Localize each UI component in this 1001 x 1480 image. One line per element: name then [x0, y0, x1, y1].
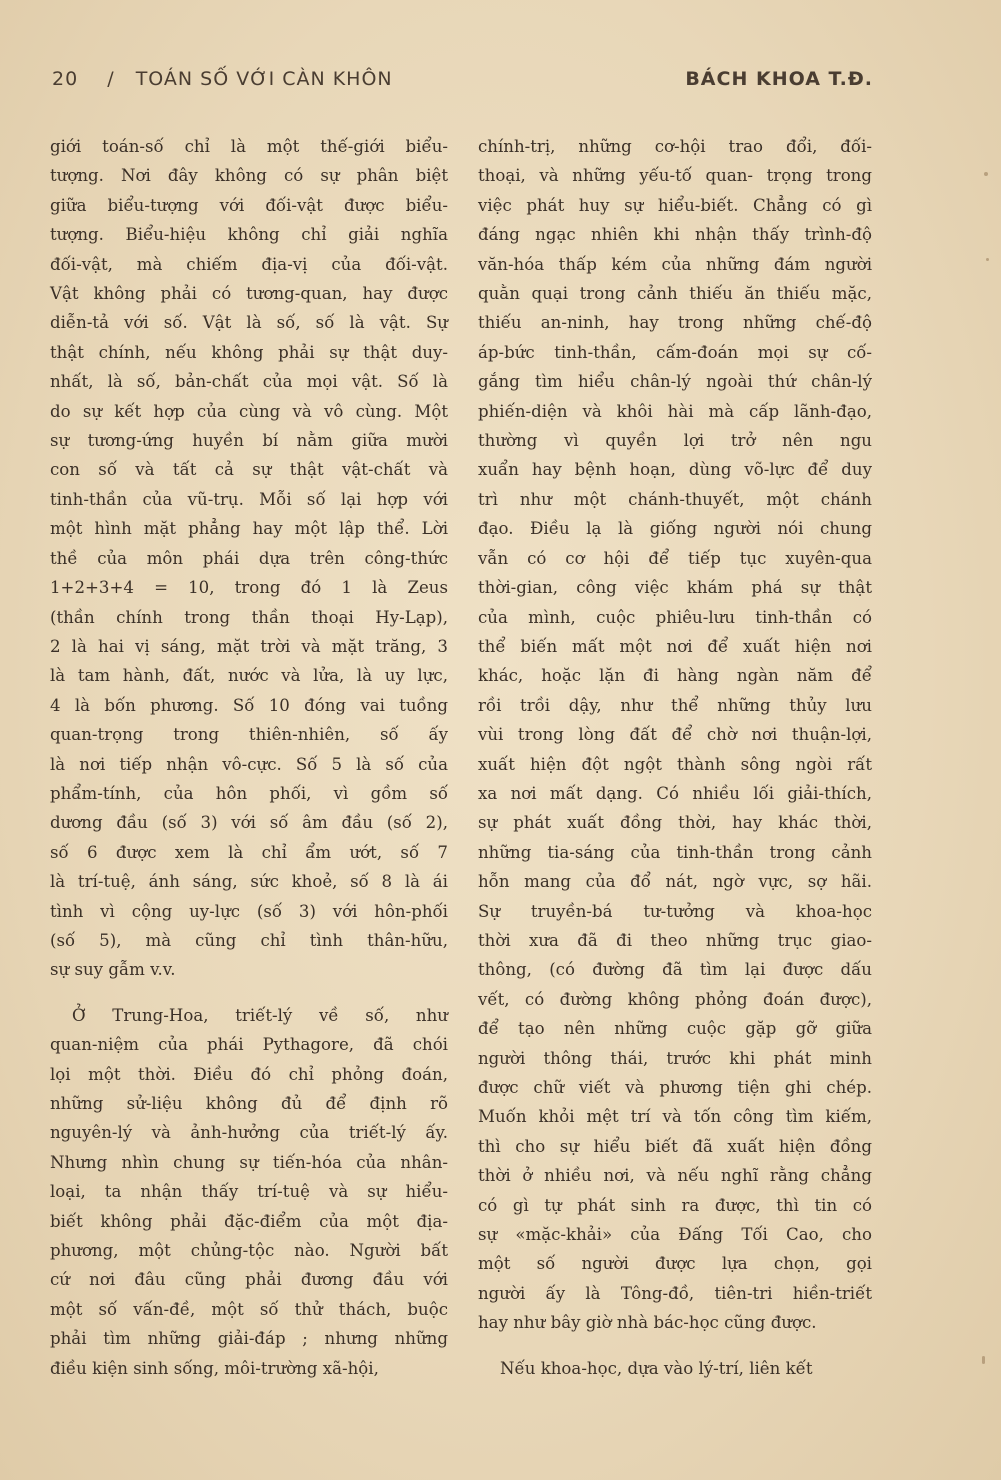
text-line: 1+2+3+4 = 10, trong đó 1 là Zeus: [50, 578, 448, 598]
paper-speck: [984, 172, 988, 176]
paper-speck: [982, 1356, 985, 1364]
text-line: thiếu an-ninh, hay trong những chế-độ: [478, 313, 872, 333]
text-line: phương, một chủng-tộc nào. Người bất: [50, 1241, 448, 1261]
text-line: cứ nơi đâu cũng phải đương đầu với: [50, 1270, 448, 1290]
text-line: sự tương-ứng huyền bí nằm giữa mười: [50, 431, 448, 451]
text-line: sự phát xuất đồng thời, hay khác thời,: [478, 813, 872, 833]
text-line: tinh-thần của vũ-trụ. Mỗi số lại hợp với: [50, 489, 448, 509]
header-left: [52, 68, 393, 90]
text-line: xuất hiện đột ngột thành sông ngòi rất: [478, 754, 872, 774]
text-line: lọi một thời. Điều đó chỉ phỏng đoán,: [50, 1064, 448, 1084]
text-line: thời ở nhiều nơi, và nếu nghĩ rằng chẳng: [478, 1166, 872, 1186]
text-line: thì cho sự hiểu biết đã xuất hiện đồng: [478, 1136, 872, 1156]
paragraph-gap: [50, 985, 448, 1001]
text-line: tượng. Biểu-hiệu không chỉ giải nghĩa: [50, 225, 448, 245]
text-line: giới toán-số chỉ là một thế-giới biểu-: [50, 137, 448, 156]
header-separator: /: [107, 68, 115, 90]
text-line: dương đầu (số 3) với số âm đầu (số 2),: [50, 813, 448, 833]
text-line: một hình mặt phẳng hay một lập thể. Lời: [50, 519, 448, 539]
right-column: [478, 132, 872, 1383]
text-line: xuẩn hay bệnh hoạn, dùng võ-lực để duy: [478, 460, 872, 480]
text-line: xa nơi mất dạng. Có nhiều lối giải-thích,: [478, 783, 872, 803]
text-line: 2 là hai vị sáng, mặt trời và mặt trăng, 3: [50, 636, 448, 656]
text-line: chính-trị, những cơ-hội trao đổi, đối-: [478, 137, 872, 156]
text-line: người ấy là Tông-đồ, tiên-tri hiền-triết: [478, 1283, 872, 1303]
text-line: gắng tìm hiểu chân-lý ngoài thứ chân-lý: [478, 372, 872, 392]
text-line: những sử-liệu không đủ để định rõ: [50, 1094, 448, 1113]
running-header: [52, 62, 873, 98]
text-line: quằn quại trong cảnh thiếu ăn thiếu mặc,: [478, 284, 872, 304]
text-line: sự suy gẫm v.v.: [50, 960, 176, 980]
text-line: để tạo nên những cuộc gặp gỡ giữa: [478, 1019, 872, 1039]
text-line: là nơi tiếp nhận vô-cực. Số 5 là số của: [50, 754, 448, 774]
text-line: Vật không phải có tương-quan, hay được: [50, 284, 448, 304]
right-paragraph-1: [478, 132, 872, 1338]
publication-title: BÁCH KHOA T.Đ.: [685, 68, 873, 90]
text-line: thời xưa đã đi theo những trục giao-: [478, 930, 872, 950]
text-line: có gì tự phát sinh ra được, thì tin có: [478, 1195, 872, 1215]
text-line: vẫn có cơ hội để tiếp tục xuyên-qua: [478, 548, 872, 568]
text-line: những tia-sáng của tinh-thần trong cảnh: [478, 842, 872, 862]
text-line: nhất, là số, bản-chất của mọi vật. Số là: [50, 372, 448, 392]
page-number: 20: [52, 68, 79, 90]
text-line: người thông thái, trước khi phát minh: [478, 1048, 872, 1068]
text-line: phải tìm những giải-đáp ; nhưng những: [50, 1329, 448, 1349]
text-line: số 6 được xem là chỉ ẩm ướt, số 7: [50, 842, 448, 862]
text-line: tượng. Nơi đây không có sự phân biệt: [50, 166, 448, 186]
section-title: TOÁN SỐ VỚI CÀN KHÔN: [135, 68, 393, 90]
text-line: thường vì quyền lợi trở nên ngu: [478, 431, 872, 451]
text-line: Sự truyền-bá tư-tưởng và khoa-học: [478, 901, 872, 921]
text-line: văn-hóa thấp kém của những đám người: [478, 254, 872, 274]
left-paragraph-1: [50, 132, 448, 985]
left-column: [50, 132, 448, 1383]
text-line: diễn-tả với số. Vật là số, số là vật. Sự: [50, 313, 448, 333]
text-line: con số và tất cả sự thật vật-chất và: [50, 460, 448, 480]
text-line: đạo. Điều lạ là giống người nói chung: [478, 519, 872, 539]
text-line: đáng ngạc nhiên khi nhận thấy trình-độ: [478, 225, 872, 245]
text-line: thoại, và những yếu-tố quan- trọng trong: [478, 166, 872, 186]
text-line: Muốn khỏi mệt trí và tốn công tìm kiếm,: [478, 1107, 872, 1127]
text-line: một số vấn-đề, một số thử thách, buộc: [50, 1299, 448, 1319]
text-line: loại, ta nhận thấy trí-tuệ và sự hiểu-: [50, 1182, 448, 1202]
paper-speck: [986, 258, 989, 261]
text-line: Ở Trung-Hoa, triết-lý về số, như: [72, 1005, 448, 1025]
text-line: giữa biểu-tượng với đối-vật được biểu-: [50, 195, 448, 215]
text-line: Nếu khoa-học, dựa vào lý-trí, liên kết: [500, 1358, 813, 1378]
text-line: phẩm-tính, của hôn phối, vì gồm số: [50, 783, 448, 803]
paragraph-gap: [478, 1338, 872, 1354]
text-line: vùi trong lòng đất để chờ nơi thuận-lợi,: [478, 725, 872, 745]
text-line: khác, hoặc lặn đi hàng ngàn năm để: [478, 666, 872, 686]
text-line: (số 5), mà cũng chỉ tình thân-hữu,: [50, 930, 448, 950]
text-line: thể biến mất một nơi để xuất hiện nơi: [478, 636, 872, 656]
text-line: quan-trọng trong thiên-nhiên, số ấy: [50, 725, 448, 745]
text-line: thề của môn phái dựa trên công-thức: [50, 548, 448, 568]
text-line: vết, có đường không phỏng đoán được),: [478, 989, 872, 1009]
text-line: hỗn mang của đổ nát, ngờ vực, sợ hãi.: [478, 872, 872, 892]
text-line: do sự kết hợp của cùng và vô cùng. Một: [50, 401, 448, 421]
text-line: là trí-tuệ, ánh sáng, sức khoẻ, số 8 là ái: [50, 872, 448, 892]
text-line: 4 là bốn phương. Số 10 đóng vai tuồng: [50, 695, 448, 715]
text-line: hay như bây giờ nhà bác-học cũng được.: [478, 1313, 817, 1333]
text-line: nguyên-lý và ảnh-hưởng của triết-lý ấy.: [50, 1123, 448, 1143]
text-line: Nhưng nhìn chung sự tiến-hóa của nhân-: [50, 1152, 448, 1172]
text-line: của mình, cuộc phiêu-lưu tinh-thần có: [478, 607, 872, 627]
text-line: việc phát huy sự hiểu-biết. Chẳng có gì: [478, 195, 872, 215]
left-paragraph-2: [50, 1001, 448, 1383]
text-line: biết không phải đặc-điểm của một địa-: [50, 1211, 448, 1231]
text-line: thời-gian, công việc khám phá sự thật: [478, 578, 872, 598]
text-line: thông, (có đường đã tìm lại được dấu: [478, 960, 872, 980]
text-line: thật chính, nếu không phải sự thật duy-: [50, 342, 448, 362]
right-paragraph-2: [478, 1354, 872, 1383]
text-line: trì như một chánh-thuyết, một chánh: [478, 489, 872, 509]
text-line: đối-vật, mà chiếm địa-vị của đối-vật.: [50, 254, 448, 274]
text-line: được chữ viết và phương tiện ghi chép.: [478, 1078, 872, 1097]
text-line: điều kiện sinh sống, môi-trường xã-hội,: [50, 1358, 379, 1378]
text-line: quan-niệm của phái Pythagore, đã chói: [50, 1035, 448, 1055]
text-line: (thần chính trong thần thoại Hy-Lạp),: [50, 607, 448, 627]
text-line: rồi trồi dậy, như thể những thủy lưu: [478, 695, 872, 715]
text-line: tình vì cộng uy-lực (số 3) với hôn-phối: [50, 901, 448, 921]
text-line: là tam hành, đất, nước và lửa, là uy lực,: [50, 666, 448, 686]
text-line: sự «mặc-khải» của Đấng Tối Cao, cho: [478, 1225, 872, 1245]
text-line: áp-bức tinh-thần, cấm-đoán mọi sự cố-: [478, 342, 872, 362]
text-line: một số người được lựa chọn, gọi: [478, 1254, 872, 1274]
text-line: phiến-diện và khôi hài mà cấp lãnh-đạo,: [478, 401, 872, 421]
